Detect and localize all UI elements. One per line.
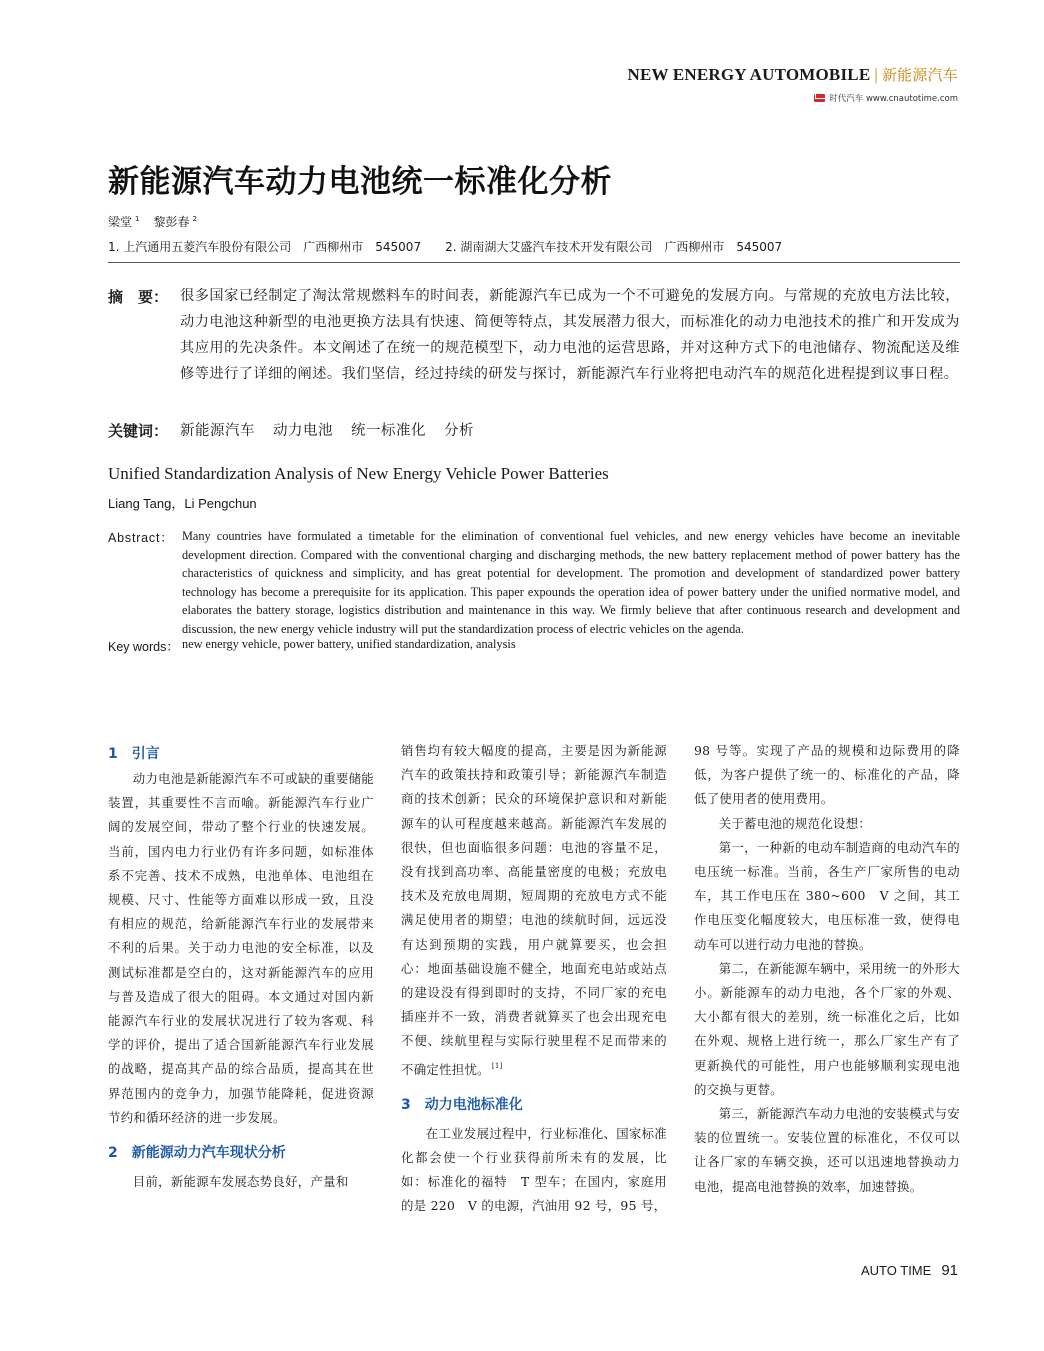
abstract-label-en: Abstract： [108,531,174,545]
journal-name-cn: 新能源汽车 [881,66,958,84]
author-list [108,213,211,230]
keywords-label-en: Key words： [108,640,179,654]
paragraph: 第一，一种新的电动车制造商的电动汽车的电压统一标准。当前，各生产厂家所售的电动车，其工作电压在 380~600 V 之间，其工作电压变化幅度较大，电压标准一致，使得电动车可以进行动力电池的替换。 [694,839,960,952]
keywords-en: new energy vehicle, power battery, unified standardization, analysis [182,637,516,651]
header-separator: | [874,65,878,84]
article-title-en: Unified Standardization Analysis of New Energy Vehicle Power Batteries [108,464,609,483]
section-heading-3 [401,1092,667,1118]
site-line [814,92,958,104]
author-affil-mark: 2 [192,215,197,223]
header-divider [108,262,960,263]
keyword: 动力电池 [273,423,333,439]
author-name: 梁堂 [108,215,133,229]
section-heading-1 [108,741,374,767]
journal-name-en: NEW ENERGY AUTOMOBILE [627,65,871,84]
section-number: 2 [108,1145,118,1162]
paragraph: 第三，新能源汽车动力电池的安装模式与安装的位置统一。安装位置的标准化，不仅可以让各厂家的车辆交换，还可以迅速地替换动力电池，提高电池替换的效率，加速替换。 [694,1106,960,1194]
paragraph-text: 销售均有较大幅度的提高，主要是因为新能源汽车的政策扶持和政策引导；新能源汽车制造商的技术创新；民众的环境保护意识和对新能源车的认可程度越来越高。新能源汽车发展的很快，但也面临很多问题：电池的容量不足，没有找到高功率、高能量密度的电极；充放电技术及充放电周期，短周期的充放电方式不能满足使用者的期望；电池的续航时间，远远没有达到预期的实践，用户就算要买，也会担心：地面基础设施不健全，地面充电站或站点的建设没有得到即时的支持，不同厂家的充电插座并不一致，消费者就算买了也会出现充电不便、续航里程与实际行驶里程不足而带来的不确定性担忧。 [401,743,667,1077]
section-title: 引言 [131,746,160,762]
citation-ref: [1] [491,1061,503,1070]
author-name: 黎彭春 [153,215,190,229]
body-column-1 [108,741,374,1194]
section-heading-2 [108,1140,374,1166]
section-title: 新能源动力汽车现状分析 [131,1145,286,1162]
page-number: 91 [941,1262,958,1279]
keywords-label-cn: 关键词： [108,422,169,440]
paragraph [401,739,667,1082]
mail-icon [814,94,825,102]
journal-header [627,64,958,85]
section-title: 动力电池标准化 [424,1096,523,1113]
section-number: 3 [401,1096,411,1113]
abstract-text-en: Many countries have formulated a timetable for the elimination of conventional fuel vehicles, and new energy vehicles have become an inevitable development direction. Compared with the conventional charging and discharging methods, the new battery replacement method of power battery has the characteristics of quickness and simplicity, and has great potential for development. The promotion and development of standardized power battery technology has become a prerequisite for its application. This paper expounds the operation idea of power battery under the unified normative model, and elaborates the battery storage, logistics distribution and maintenance in this way. We firmly believe that after continuous research and development and discussion, the new energy vehicle industry will put the standardization process of electric vehicles on the agenda. [182,529,960,636]
affiliations: 1. 上汽通用五菱汽车股份有限公司 广西柳州市 545007 2. 湖南湖大艾盛汽车技术开发有限公司 广西柳州市 545007 [108,240,783,254]
body-column-2 [401,739,667,1219]
keyword: 分析 [444,423,474,439]
author-affil-mark: 1 [135,215,140,223]
article-title: 新能源汽车动力电池统一标准化分析 [108,164,612,200]
paragraph: 目前，新能源车发展态势良好，产量和 [132,1174,349,1190]
keyword: 新能源汽车 [180,423,255,439]
keyword: 统一标准化 [351,423,426,439]
author-list-en: Liang Tang，Li Pengchun [108,496,257,511]
page-footer [861,1262,958,1279]
footer-journal: AUTO TIME [861,1263,932,1278]
body-column-3 [694,739,960,1199]
abstract-label-cn: 摘 要： [108,288,169,306]
abstract-text-cn: 很多国家已经制定了淘汰常规燃料车的时间表，新能源汽车已成为一个不可避免的发展方向。与常规的充放电方法比较，动力电池这种新型的电池更换方法具有快速、简便等特点，其发展潜力很大，而标准化的动力电池技术的推广和开发成为其应用的先决条件。本文阐述了在统一的规范模型下，动力电池的运营思路，并对这种方式下的电池储存、物流配送及维修等进行了详细的阐述。我们坚信，经过持续的研发与探讨，新能源汽车行业将把电动汽车的规范化进程提到议事日程。 [180,288,960,382]
paragraph: 在工业发展过程中，行业标准化、国家标准化都会使一个行业获得前所未有的发展，比如：标准化的福特 T 型车；在国内，家庭用的是 220 V 的电源，汽油用 92 号，95 号， [401,1125,667,1214]
keywords-cn [180,419,492,440]
paragraph: 关于蓄电池的规范化设想： [718,815,872,831]
paragraph: 动力电池是新能源汽车不可或缺的重要储能装置，其重要性不言而喻。新能源汽车行业广阔的发展空间，带动了整个行业的快速发展。当前，国内电力行业仍有许多问题，如标准体系不完善、技术不成熟，电池单体、电池组在规模、尺寸、性能等方面难以形成一致，且没有相应的规范，给新能源汽车行业的发展带来不利的后果。关于动力电池的安全标准，以及测试标准都是空白的，这对新能源汽车的应用与普及造成了很大的阻碍。本文通过对国内新能源汽车行业的发展状况进行了较为客观、科学的评价，提出了适合国新能源汽车行业发展的战略，提高其产品的综合品质，提高其在世界范围内的竞争力，加强节能降耗，促进资源节约和循环经济的进一步发展。 [108,771,374,1125]
section-number: 1 [108,746,118,762]
paragraph: 第二，在新能源车辆中，采用统一的外形大小。新能源车的动力电池，各个厂家的外观、大小都有很大的差别，统一标准化之后，比如在外观、规格上进行统一，那么厂家生产有了更新换代的可能性，用户也能够顺利实现电池的交换与更替。 [694,960,960,1097]
paragraph: 98 号等。实现了产品的规模和边际费用的降低，为客户提供了统一的、标准化的产品，降低了使用者的使用费用。 [694,743,960,807]
site-text: 时代汽车 www.cnautotime.com [829,94,958,104]
